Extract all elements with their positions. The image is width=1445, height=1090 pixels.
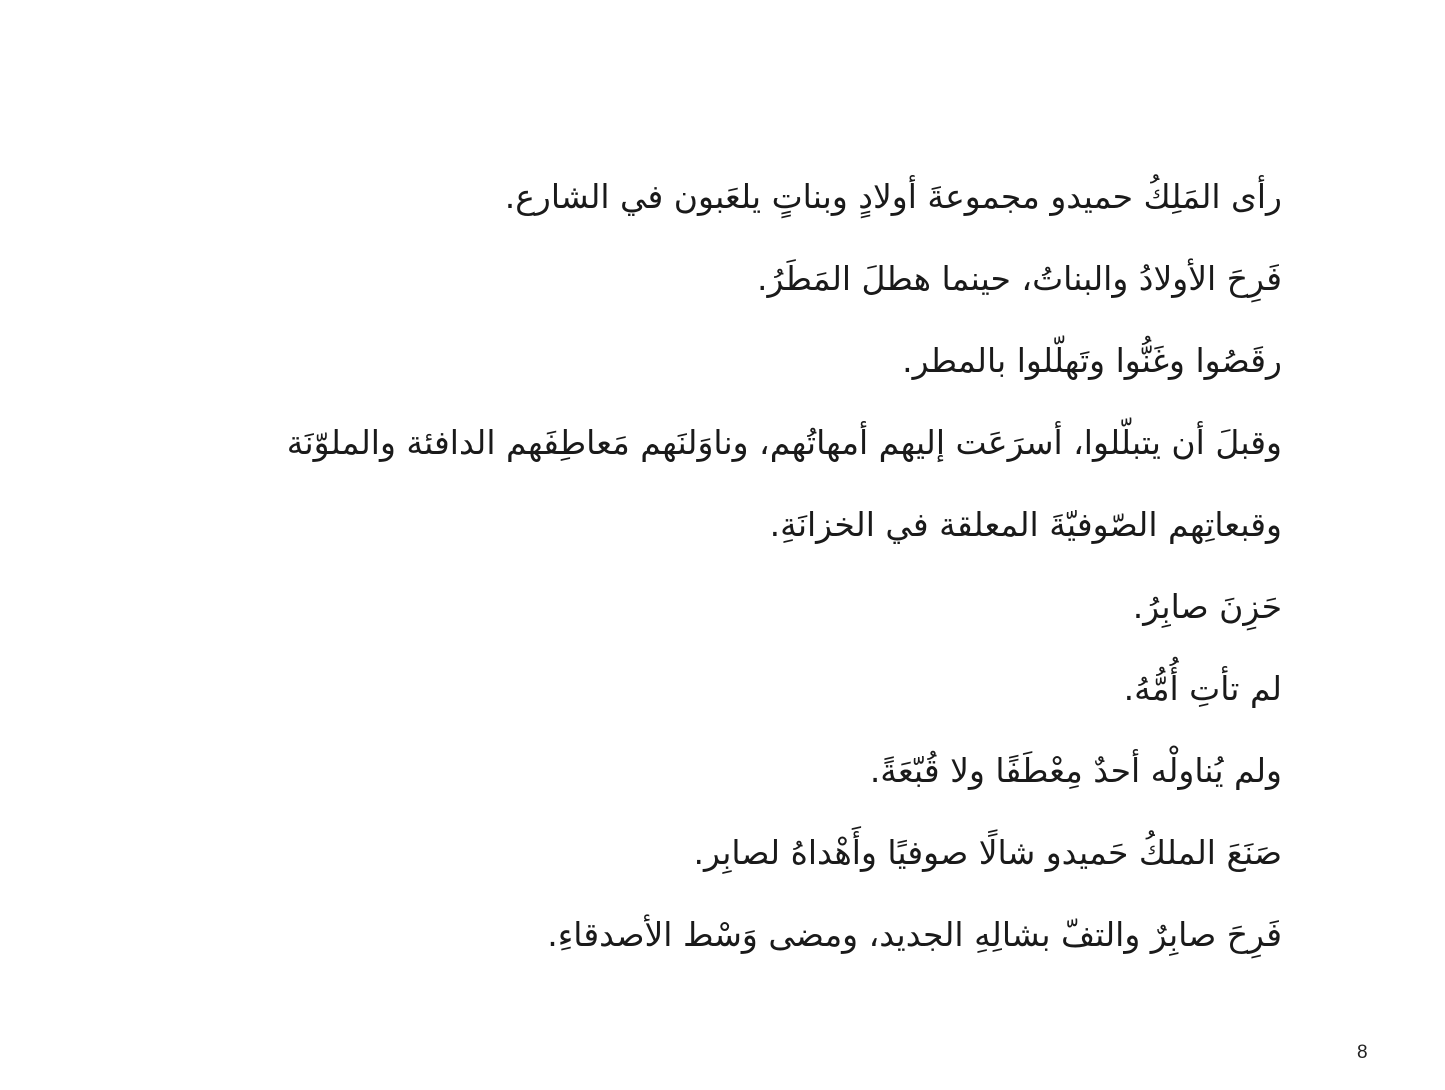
story-line: صَنَعَ الملكُ حَميدو شالًا صوفيًا وأَهْداهُ لصابِر. <box>693 833 1282 872</box>
story-line: حَزِنَ صابِرُ. <box>1132 587 1282 626</box>
page-number: 8 <box>1357 1042 1368 1063</box>
story-line: ولم يُناولْه أحدٌ مِعْطَفًا ولا قُبّعَةً. <box>869 751 1282 790</box>
story-line: رأى المَلِكُ حميدو مجموعةَ أولادٍ وبناتٍ يلعَبون في الشارع. <box>504 177 1282 216</box>
story-line: وقبلَ أن يتبلّلوا، أسرَعَت إليهم أمهاتُهم، وناوَلنَهم مَعاطِفَهم الدافئة والملوّنَة <box>286 423 1282 462</box>
story-line: لم تأتِ أُمُّهُ. <box>1123 669 1282 708</box>
story-line: وقبعاتِهم الصّوفيّةَ المعلقة في الخزانَةِ. <box>769 505 1282 544</box>
story-line: فَرِحَ الأولادُ والبناتُ، حينما هطلَ المَطَرُ. <box>756 259 1282 298</box>
story-text <box>152 166 1282 986</box>
story-line: فَرِحَ صابِرٌ والتفّ بشالِهِ الجديد، ومضى وَسْط الأصدقاءِ. <box>547 915 1282 954</box>
story-line: رقَصُوا وغَنُّوا وتَهلّلوا بالمطر. <box>902 341 1282 380</box>
